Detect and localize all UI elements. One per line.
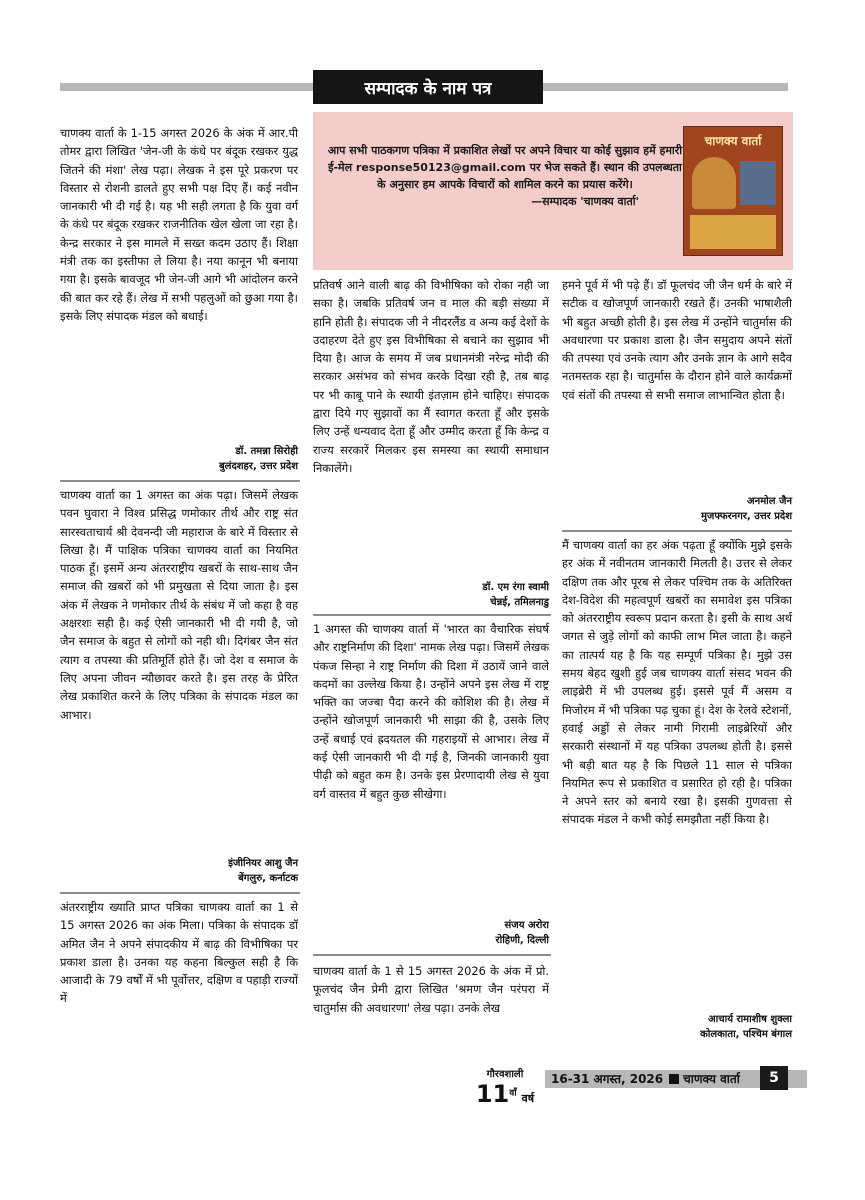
page-number: 5: [760, 1066, 788, 1090]
divider: [60, 480, 300, 482]
divider: [562, 530, 792, 532]
header-rule-left: [60, 83, 313, 91]
letter-6-signature: [562, 1012, 792, 1042]
letter-1-body: चाणक्य वार्ता के 1-15 अगस्त 2026 के अंक में आर.पी तोमर द्वारा लिखित 'जेन-जी के कंधे पर बंदूक रखकर युद्ध जितने की मंशा' लेख पढ़ा। लेखक ने इस पूरे प्रकरण पर विस्तार से रोशनी डालते हुए सभी पक्ष दिए हैं। कई नवीन जानकारी भी दी गई है। यह भी सही लगता है कि युवा वर्ग के कंधे पर बंदूक रखकर राजनीतिक खेल खेला जा रहा है। केन्द्र सरकार ने इस मामले में सख्त कदम उठाए हैं। शिक्षा मंत्री तक का इस्तीफा ले लिया है। नया कानून भी बनाया गया है। इसके बावजूद भी जेन-जी आगे भी आंदोलन करने की बात कर रहे हैं। लेख में सभी पहलुओं को छुआ गया है। इसके लिए संपादक मंडल को बधाई।: [60, 126, 298, 323]
letter-6-place: कोलकाता, पश्चिम बंगाल: [700, 1029, 792, 1040]
square-bullet-icon: [669, 1074, 679, 1084]
letter-3-body: अंतरराष्ट्रीय ख्याति प्राप्त पत्रिका चाणक्य वार्ता का 1 से 15 अगस्त 2026 का अंक मिला। पत्रिका के संपादक डॉ अमित जैन ने अपने संपादकीय में बाढ़ की विभीषिका पर प्रकाश डाला है। उनका यह कहना बिल्कुल सही है कि आजादी के 79 वर्षों में भी पूर्वोत्तर, दक्षिण व पहाड़ी राज्यों में: [60, 900, 298, 1006]
letter-2-body: चाणक्य वार्ता का 1 अगस्त का अंक पढ़ा। जिसमें लेखक पवन घुवारा ने विश्व प्रसिद्ध णमोकार तीर्थ और राष्ट्र संत सारस्वताचार्य श्री देवनन्दी जी महाराज के बारे में विस्तार से लिखा है। मैं पाक्षिक पत्रिका चाणक्य वार्ता का नियमित पाठक हूँ। इसमें अन्य अंतरराष्ट्रीय खबरों के साथ-साथ जैन समाज की खबरों को भी प्रमुखता से दिया जाता है। इस अंक में लेखक ने णमोकार तीर्थ के संबंध में जो कहा है वह अक्षरशः सही है। कई ऐसी जानकारी भी दी गयी है, जो जैन समाज के बहुत से लोगों को नही थी। दिगंबर जैन संत त्याग व तपस्या की प्रतिमूर्ति होते हैं। जो देश व समाज के लिए अपना जीवन न्यौछावर करते है। इस तरह के प्रेरित लेख प्रकाशित करने के लिए पत्रिका के संपादक मंडल का आभार।: [60, 488, 298, 722]
letter-6-author: आचार्य रामाशीष शुक्ला: [708, 1014, 792, 1025]
magazine-cover-image: [683, 126, 783, 256]
magazine-cover-title: चाणक्य वार्ता: [704, 134, 762, 148]
letter-4-signature: [313, 918, 549, 948]
letter-1-place: बुलंदशहर, उत्तर प्रदेश: [218, 461, 298, 472]
letter-3-signature: [313, 580, 549, 610]
letter-3-body-continued: प्रतिवर्ष आने वाली बाढ़ की विभीषिका को रोका नही जा सका है। जबकि प्रतिवर्ष जन व माल की बड़ी संख्या में हानि होती है। संपादक जी ने नीदरलैंड व अन्य कई देशों के उदाहरण देते हुए इस विभीषिका से बचाने का सुझाव भी दिया है। आज के समय में जब प्रधानमंत्री नरेन्द्र मोदी की सरकार असंभव को संभव करके दिखा रही है, तब बाढ़ पर भी काबू पाने के स्थायी इंतज़ाम होने चाहिए। संपादक द्वारा दिये गए सुझावों का मैं स्वागत करता हूँ और इसके लिए उन्हें धन्यवाद देता हूँ और उम्मीद करता हूँ कि केन्द्र व राज्य सरकारें मिलकर इस समस्या का स्थायी समाधान निकालेंगे।: [313, 278, 549, 475]
letter-2-place: बेंगलुरु, कर्नाटक: [238, 873, 298, 884]
letter-4-place: रोहिणी, दिल्ली: [495, 935, 549, 946]
letter-2-signature: [60, 856, 298, 886]
divider: [313, 954, 551, 956]
logo-top-text: गौरवशाली: [486, 1069, 524, 1080]
issue-date: 16-31 अगस्त, 2026: [551, 1072, 664, 1086]
anniversary-logo: [472, 1066, 538, 1124]
letter-3-author: डॉ. एम रंगा स्वामी: [482, 582, 549, 593]
header-rule-right: [543, 83, 788, 91]
editor-notice: [313, 112, 793, 270]
letter-2-author: इंजीनियर आशु जैन: [228, 858, 298, 869]
letter-5-signature: [562, 494, 792, 524]
divider: [60, 892, 300, 894]
logo-bottom-text: वर्ष: [521, 1092, 535, 1105]
section-title: सम्पादक के नाम पत्र: [313, 70, 543, 104]
notice-signature: —सम्पादक 'चाणक्य वार्ता': [531, 195, 639, 208]
letter-1-signature: [60, 444, 298, 474]
letter-5-place: मुजफ्फरनगर, उत्तर प्रदेश: [700, 511, 792, 522]
letter-5-body-continued: हमने पूर्व में भी पढ़े हैं। डॉ फूलचंद जी जैन धर्म के बारे में सटीक व खोजपूर्ण जानकारी रखते हैं। उनकी भाषाशैली भी बहुत अच्छी होती है। इस लेख में उन्होंने चातुर्मास की अवधारणा पर प्रकाश डाला है। जैन समुदाय अपने संतों की तपस्या एवं उनके त्याग और उनके ज्ञान के आगे सदैव नतमस्तक रहा है। चातुर्मास के दौरान होने वाले कार्यक्रमों एवं संतों की तपस्या से सभी समाज लाभान्वित होता है।: [562, 278, 792, 402]
letter-5-author: अनमोल जैन: [747, 496, 792, 507]
letter-3-place: चेन्नई, तमिलनाडु: [490, 597, 549, 608]
notice-text: आप सभी पाठकगण पत्रिका में प्रकाशित लेखों पर अपने विचार या कोई सुझाव हमें हमारी ई-मेल response50123@gmail.com पर भेज सकते हैं। स्थान की उपलब्धता के अनुसार हम आपके विचारों को शामिल करने का प्रयास करेंगे।: [327, 144, 683, 191]
logo-number: 11: [475, 1080, 510, 1108]
letter-1-author: डॉ. तमन्ना सिरोही: [235, 446, 298, 457]
publication-name: चाणक्य वार्ता: [683, 1072, 740, 1086]
letter-4-author: संजय अरोरा: [504, 920, 549, 931]
letter-6-body: मैं चाणक्य वार्ता का हर अंक पढ़ता हूँ क्योंकि मुझे इसके हर अंक में नवीनतम जानकारी मिलती है। उत्तर से लेकर दक्षिण तक और पूरब से लेकर पश्चिम तक के अतिरिक्त देश-विदेश की महत्वपूर्ण खबरों का समावेश इस पत्रिका को अंतरराष्ट्रीय स्वरूप प्रदान करता है। इसी के साथ अर्थ जगत से जुड़े लोगों को काफी लाभ मिल जाता है। कहने का तात्पर्य यह है कि यह सम्पूर्ण पत्रिका है। मुझे उस समय बेहद खुशी हुई जब चाणक्य वार्ता संसद भवन की लाइब्रेरी में भी उपलब्ध हुई। इससे पूर्व मैं असम व मिजोरम में भी पत्रिका पढ़ चुका हूं। देश के रेलवे स्टेशनों, हवाई अड्डों से लेकर नामी गिरामी लाइब्रेरियों और सरकारी संस्थानों में यह पत्रिका उपलब्ध होती है। इससे भी बड़ी बात यह है कि पिछले 11 साल से पत्रिका नियमित रूप से प्रकाशित व प्रसारित हो रही है। पत्रिका ने अपने स्तर को बनाये रखा है। इसकी गुणवत्ता से संपादक मंडल ने कभी कोई समझौता नहीं किया है।: [562, 538, 792, 827]
logo-sup: वाँ: [509, 1088, 517, 1099]
letter-5-body: चाणक्य वार्ता के 1 से 15 अगस्त 2026 के अंक में प्रो. फूलचंद जैन प्रेमी द्वारा लिखित 'श्रमण जैन परंपरा में चातुर्मास की अवधारणा' लेख पढ़ा। उनके लेख: [313, 964, 549, 1015]
footer-info: [551, 1070, 740, 1088]
divider: [313, 614, 551, 616]
letter-4-body: 1 अगस्त की चाणक्य वार्ता में 'भारत का वैचारिक संघर्ष और राष्ट्रनिर्माण की दिशा' नामक लेख पढ़ा। जिसमें लेखक पंकज सिन्हा ने राष्ट्र निर्माण की दिशा में उठायें जाने वाले कदमों का उल्लेख किया है। उन्होंने अपने इस लेख में राष्ट्र भक्ति का जज्बा पैदा करने की कोशिश की है। लेख में उन्होंने खोजपूर्ण जानकारी भी साझा की है, उसके लिए उन्हें बधाई एवं ह्रदयतल की गहराइयों से आभार। लेख में कई ऐसी जानकारी भी दी गई है, जिनकी जानकारी युवा पीढ़ी को बहुत कम है। उनके इस प्रेरणादायी लेख से युवा वर्ग वास्तव में बहुत कुछ सीखेगा।: [313, 622, 549, 801]
